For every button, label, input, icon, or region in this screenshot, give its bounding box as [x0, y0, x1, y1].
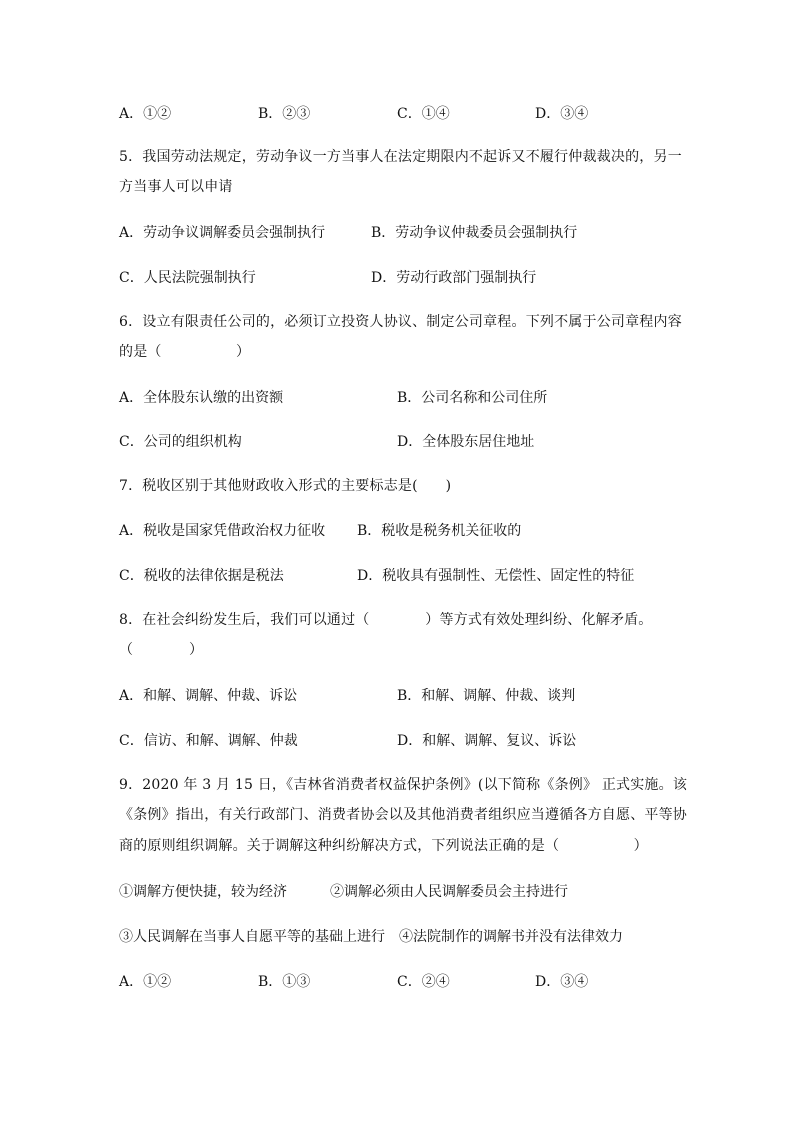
q9-stem-line2: 《条例》指出，有关行政部门、消费者协会以及其他消费者组织应当遵循各方自愿、平等协 [119, 807, 687, 823]
q5-option-a[interactable]: A．劳动争议调解委员会强制执行 [119, 225, 326, 241]
q8-option-d[interactable]: D．和解、调解、复议、诉讼 [397, 733, 577, 749]
q5-options-row2 [119, 267, 679, 287]
q9-option-c[interactable]: C．②④ [397, 974, 450, 990]
q6-options-row1 [119, 387, 679, 407]
q6-option-d[interactable]: D．全体股东居住地址 [397, 434, 535, 450]
q6-option-b[interactable]: B．公司名称和公司住所 [397, 390, 548, 406]
q9-stem-line3: 商的原则组织调解。关于调解这种纠纷解决方式，下列说法正确的是（ ） [119, 838, 648, 854]
q9-statement-1: ①调解方便快捷，较为经济 [119, 884, 287, 900]
q6-option-c[interactable]: C．公司的组织机构 [119, 434, 242, 450]
q9-option-b[interactable]: B．①③ [258, 974, 311, 990]
q7-stem-line1: 7．税收区别于其他财政收入形式的主要标志是( ) [119, 478, 452, 494]
q8-option-b[interactable]: B．和解、调解、仲裁、谈判 [397, 688, 576, 704]
q5-stem-line2: 方当事人可以申请 [119, 179, 233, 195]
q6-options-row2 [119, 431, 679, 451]
q9-statements-row2 [119, 926, 679, 946]
q9-statement-4: ④法院制作的调解书并没有法律效力 [399, 929, 623, 945]
q7-options-row2 [119, 565, 679, 585]
q4-option-c[interactable]: C．①④ [397, 106, 450, 122]
q8-options-row2 [119, 730, 679, 750]
q7-option-b[interactable]: B．税收是税务机关征收的 [357, 523, 522, 539]
q8-option-a[interactable]: A．和解、调解、仲裁、诉讼 [119, 688, 298, 704]
q8-option-c[interactable]: C．信访、和解、调解、仲裁 [119, 733, 298, 749]
q6-option-a[interactable]: A．全体股东认缴的出资额 [119, 390, 284, 406]
q9-option-d[interactable]: D．③④ [535, 974, 589, 990]
q4-options [119, 103, 679, 123]
q5-option-d[interactable]: D．劳动行政部门强制执行 [371, 270, 537, 286]
q5-stem-line1: 5．我国劳动法规定，劳动争议一方当事人在法定期限内不起诉又不履行仲裁裁决的，另一 [119, 149, 682, 165]
q9-statement-3: ③人民调解在当事人自愿平等的基础上进行 [119, 929, 385, 945]
q7-options-row1 [119, 520, 679, 540]
q9-statement-2: ②调解必须由人民调解委员会主持进行 [330, 884, 568, 900]
q4-option-b[interactable]: B．②③ [258, 106, 311, 122]
q8-stem-line1: 8．在社会纠纷发生后，我们可以通过（ ）等方式有效处理纠纷、化解矛盾。 [119, 612, 653, 628]
q8-options-row1 [119, 685, 679, 705]
q7-option-c[interactable]: C．税收的法律依据是税法 [119, 568, 284, 584]
q5-option-c[interactable]: C．人民法院强制执行 [119, 270, 256, 286]
q4-option-d[interactable]: D．③④ [535, 106, 589, 122]
q6-stem-line2: 的是（ ） [119, 344, 251, 360]
q4-option-a[interactable]: A．①② [119, 106, 172, 122]
q7-option-a[interactable]: A．税收是国家凭借政治权力征收 [119, 523, 326, 539]
q6-stem-line1: 6．设立有限责任公司的，必须订立投资人协议、制定公司章程。下列不属于公司章程内容 [119, 314, 682, 330]
q5-options-row1 [119, 222, 679, 242]
q9-option-a[interactable]: A．①② [119, 974, 172, 990]
q9-stem-line1: 9．2020 年 3 月 15 日，《吉林省消费者权益保护条例》(以下简称《条例》 正式实施。该 [119, 777, 688, 793]
q5-option-b[interactable]: B．劳动争议仲裁委员会强制执行 [371, 225, 578, 241]
q9-statements-row1 [119, 881, 679, 901]
q9-options [119, 971, 679, 991]
q8-stem-line2: （ ） [119, 642, 204, 658]
q7-option-d[interactable]: D．税收具有强制性、无偿性、固定性的特征 [357, 568, 635, 584]
